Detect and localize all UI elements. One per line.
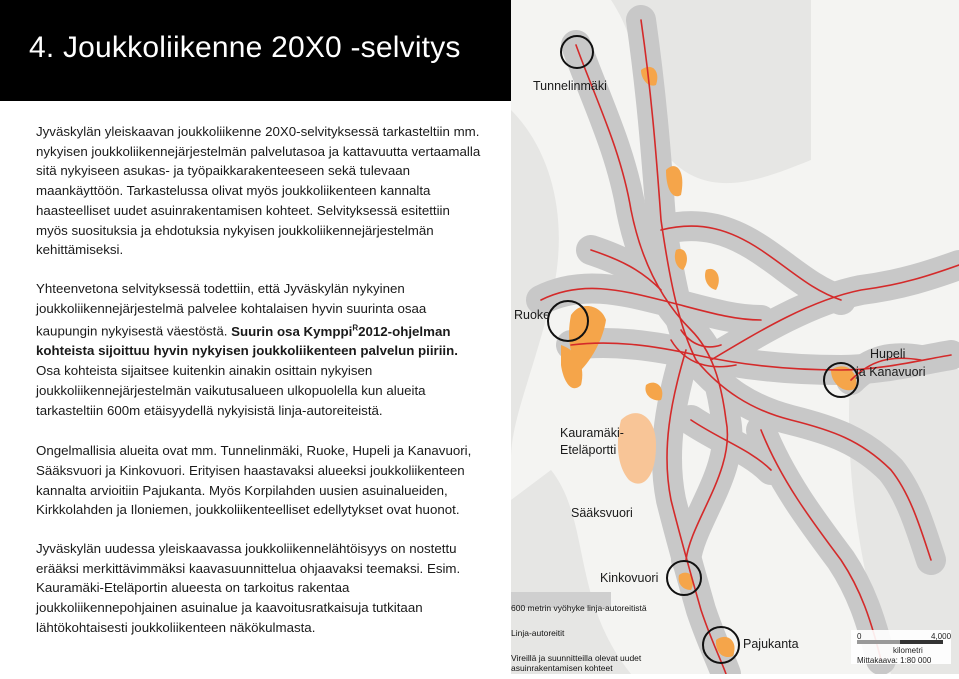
legend-zone-label: 600 metrin vyöhyke linja-autoreitistä (511, 603, 647, 613)
scale-max: 4,000 (931, 632, 952, 641)
scale-ratio: Mittakaava: 1:80 000 (857, 656, 932, 665)
transit-map (511, 0, 959, 674)
page-title: 4. Joukkoliikenne 20X0 -selvitys (29, 31, 461, 64)
label-kauramaki-2: Eteläportti (560, 443, 617, 457)
paragraph-problem-areas: Ongelmallisia alueita ovat mm. Tunnelinmäki, Ruoke, Hupeli ja Kanavuori, Sääksvuori ja Kinkovuori. Erityisen haastavaksi alueeksi joukkoliikenteen kannalta arvioitiin Pajukanta. Myös Korpilahden uusien asuinalueiden, Kirkkolahden ja Iloniemen, joukkoliikenteelliset edellytykset ovat huonot. (36, 443, 472, 518)
paragraph-new-plan: Jyväskylän uudessa yleiskaavassa joukkoliikennelähtöisyys on nostettu erääksi merkittävimmäksi kaavasuunnittelua ohjaavaksi teemaksi. Esim. Kauramäki-Eteläportin alueesta on tarkoitus rakentaa joukkoliikennepohjainen asuinalue ja kaavoitusratkaisuja tutkitaan lähtökohtaisesti joukkoliikenteen näkökulmasta. (36, 541, 461, 635)
label-hupeli-2: ja Kanavuori (856, 365, 926, 379)
label-kauramaki-1: Kauramäki- (560, 426, 624, 440)
label-tunnelinmaki: Tunnelinmäki (533, 79, 607, 93)
scale-zero: 0 (857, 632, 862, 641)
paragraph-summary: Yhteenvetona selvityksessä todettiin, että Jyväskylän nykyinen joukkoliikennejärjestelmä palvelee kohtalaisen hyvin suurinta osaa kaupungin nykyisestä väestöstä. Suurin osa Kymppi$^R$2012-ohjelman kohteista sijoittuu hyvin nykyisen joukkoliikenteen palvelun piiriin. Osa kohteista sijaitsee kuitenkin ainakin osittain nykyisen joukkoliikennejärjestelmän vaikutusalueen ulkopuolella kun alueita tarkasteltiin 600m etäisyydellä nykyisistä linja-autoreiteistä. (36, 280, 458, 418)
label-ruoke: Ruoke (514, 308, 551, 322)
title-bar (0, 0, 511, 101)
label-hupeli-1: Hupeli (870, 347, 906, 361)
legend-area-label-1: Vireillä ja suunnitteilla olevat uudet (511, 653, 642, 663)
legend-route-label: Linja-autoreitit (511, 628, 565, 638)
label-saaksvuori: Sääksvuori (571, 506, 633, 520)
text-column (36, 122, 481, 657)
scale-unit: kilometri (893, 646, 923, 655)
label-pajukanta: Pajukanta (743, 637, 799, 651)
label-kinkovuori: Kinkovuori (600, 571, 659, 585)
paragraph-intro: Jyväskylän yleiskaavan joukkoliikenne 20X0-selvityksessä tarkasteltiin mm. nykyisen joukkoliikennejärjestelmän palvelutasoa ja kattavuutta vertaamalla sitä nykyiseen asukas- ja työpaikkarakenteeseen sekä tulevaan maankäyttöön. Tarkastelussa olivat myös joukkoliikenteen kannalta haasteelliset uudet asuinrakentamisen kohteet. Selvityksessä esitettiin myös suosituksia ja ehdotuksia nykyisen joukkoliikennejärjestelmän kehittämiseksi. (36, 124, 481, 258)
summary-bold: Suurin osa Kymppi$^R$2012-ohjelman kohteista sijoittuu hyvin nykyisen joukkoliikenteen palvelun piiriin. (36, 323, 458, 359)
legend-area-label-2: asuinrakentamisen kohteet (511, 663, 613, 673)
map-panel (511, 0, 959, 674)
